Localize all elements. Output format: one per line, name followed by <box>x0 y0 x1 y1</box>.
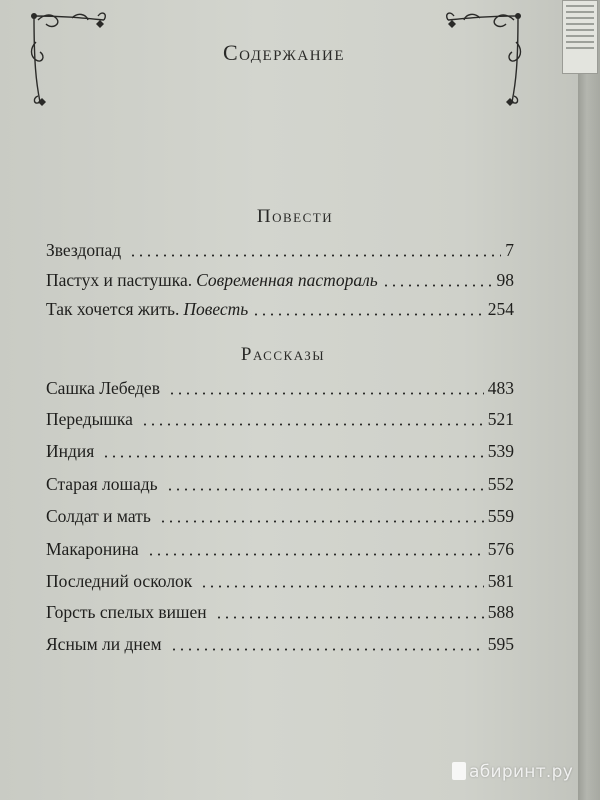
dot-leader <box>200 585 483 588</box>
toc-entry-title: Солдат и мать <box>46 506 151 526</box>
dot-leader <box>168 392 484 395</box>
toc-entry-subtitle: Повесть <box>183 299 249 319</box>
dot-leader <box>382 284 493 287</box>
toc-entry-title: Ясным ли днем <box>46 634 162 654</box>
section-heading-rasskazy: Рассказы <box>240 344 326 365</box>
toc-entry[interactable] <box>46 270 514 292</box>
watermark-logo <box>452 762 466 780</box>
dot-leader <box>252 313 483 316</box>
toc-entry-title: Индия <box>46 441 95 461</box>
watermark-text: абиринт.ру <box>469 762 574 782</box>
toc-entry[interactable] <box>46 539 514 561</box>
toc-entry-page: 539 <box>487 441 514 461</box>
toc-entry[interactable] <box>46 602 514 624</box>
watermark <box>452 762 573 782</box>
toc-entry[interactable] <box>46 634 514 656</box>
toc-entry-page: 7 <box>505 240 514 260</box>
toc-entry-title: Старая лошадь <box>46 474 158 494</box>
dot-leader <box>141 423 484 426</box>
toc-entry-title: Сашка Лебедев <box>46 378 160 398</box>
toc-entry-page: 521 <box>487 409 514 429</box>
toc-entry-title: Передышка <box>46 409 133 429</box>
toc-entry-title: Горсть спелых вишен <box>46 602 207 622</box>
toc-entry[interactable] <box>46 378 514 400</box>
toc-entry-title: Пастух и пастушка. <box>46 270 193 290</box>
edge-label-sticker <box>562 0 598 74</box>
toc-entry-page: 254 <box>487 299 514 319</box>
dot-leader <box>215 616 484 619</box>
toc-entry-page: 581 <box>487 571 514 591</box>
next-page-edge <box>578 0 600 800</box>
toc-entry-title: Последний осколок <box>46 571 193 591</box>
toc-entry[interactable] <box>46 506 514 528</box>
dot-leader <box>170 648 484 651</box>
section-heading-povesti: Повести <box>256 206 334 227</box>
dot-leader <box>129 254 501 257</box>
toc-entry[interactable] <box>46 240 514 262</box>
page-title: Содержание <box>222 40 346 65</box>
toc-entry[interactable] <box>46 571 514 593</box>
dot-leader <box>147 553 484 556</box>
dot-leader <box>159 520 484 523</box>
toc-entry-subtitle: Современная пастораль <box>196 270 378 290</box>
toc-entry-page: 595 <box>487 634 514 654</box>
toc-entry[interactable] <box>46 474 514 496</box>
dot-leader <box>166 488 484 491</box>
dot-leader <box>102 455 483 458</box>
toc-entry-page: 559 <box>487 506 514 526</box>
toc-entry-page: 552 <box>487 474 514 494</box>
toc-entry[interactable] <box>46 409 514 431</box>
toc-entry-title: Макаронина <box>46 539 139 559</box>
toc-entry-title: Так хочется жить. <box>46 299 180 319</box>
toc-entry-page: 98 <box>496 270 514 290</box>
toc-entry[interactable] <box>46 299 514 321</box>
toc-entry[interactable] <box>46 441 514 463</box>
toc-entry-page: 588 <box>487 602 514 622</box>
toc-entry-page: 576 <box>487 539 514 559</box>
toc-entry-title: Звездопад <box>46 240 122 260</box>
toc-entry-page: 483 <box>487 378 514 398</box>
